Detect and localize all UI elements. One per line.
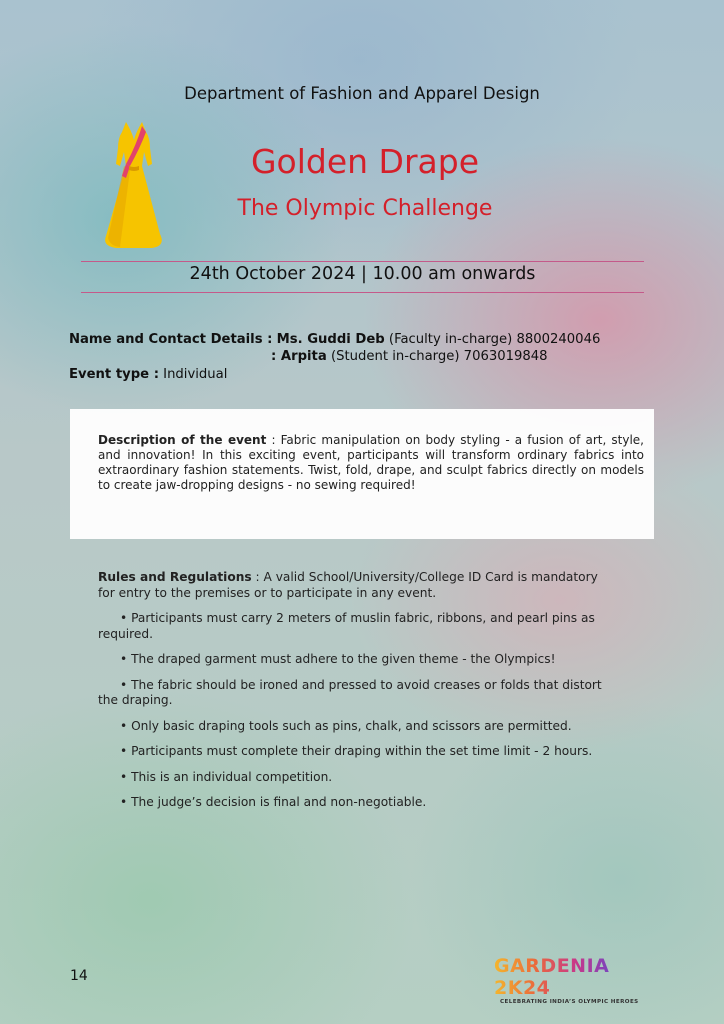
contact-line-2 [271, 349, 548, 364]
rules-intro-text: : A valid School/University/College ID Card is mandatory for entry to the premises or to participate in any event. [98, 570, 598, 600]
logo-tagline: CELEBRATING INDIA’S OLYMPIC HEROES [500, 999, 639, 1005]
event-type-label: Event type : [69, 367, 159, 382]
rule-item: • Participants must complete their draping within the set time limit - 2 hours. [120, 744, 593, 758]
description-text [98, 433, 644, 493]
faculty-role-phone: (Faculty in-charge) 8800240046 [384, 332, 601, 347]
page-number: 14 [70, 968, 88, 984]
rules-label: Rules and Regulations [98, 570, 252, 584]
rule-item: • The fabric should be ironed and pressed to avoid creases or folds that distort the draping. [98, 677, 602, 707]
description-box [70, 409, 654, 539]
description-body: : Fabric manipulation on body styling - a fusion of art, style, and innovation! In this exciting event, participants will transform ordinary fabrics into extraordinary fashion statements. Twist, fold, drape, and sculpt fabrics directly on models to create jaw-dropping designs - no sewing required! [98, 433, 644, 492]
rule-item: • The draped garment must adhere to the given theme - the Olympics! [120, 652, 556, 666]
rule-item: • Participants must carry 2 meters of muslin fabric, ribbons, and pearl pins as required. [98, 611, 595, 641]
rules-intro [98, 570, 616, 601]
faculty-name: Ms. Guddi Deb [276, 332, 385, 347]
event-title: Golden Drape [250, 142, 480, 181]
event-type-value: Individual [158, 367, 228, 382]
gown-icon [96, 118, 170, 250]
divider-bottom [81, 292, 644, 293]
rule-item: • The judge’s decision is final and non-negotiable. [120, 795, 427, 809]
rule-item: • Only basic draping tools such as pins, chalk, and scissors are permitted. [120, 718, 572, 733]
event-date-time: 24th October 2024 | 10.00 am onwards [189, 264, 536, 284]
event-subtitle: The Olympic Challenge [237, 196, 493, 221]
department-heading: Department of Fashion and Apparel Design [184, 84, 540, 103]
rule-item: • This is an individual competition. [120, 769, 333, 784]
rules-section [98, 570, 616, 821]
contact-line-1 [69, 332, 600, 347]
student-name: Arpita [280, 349, 327, 364]
gardenia-logo [494, 955, 658, 1005]
student-prefix: : [271, 349, 281, 364]
student-role-phone: (Student in-charge) 7063019848 [326, 349, 548, 364]
contact-label: Name and Contact Details : [69, 332, 273, 347]
divider-top [81, 261, 644, 262]
description-label: Description of the event [98, 433, 267, 447]
event-type-line [69, 367, 227, 382]
logo-wordmark: GARDENIA 2K24 [494, 955, 658, 999]
